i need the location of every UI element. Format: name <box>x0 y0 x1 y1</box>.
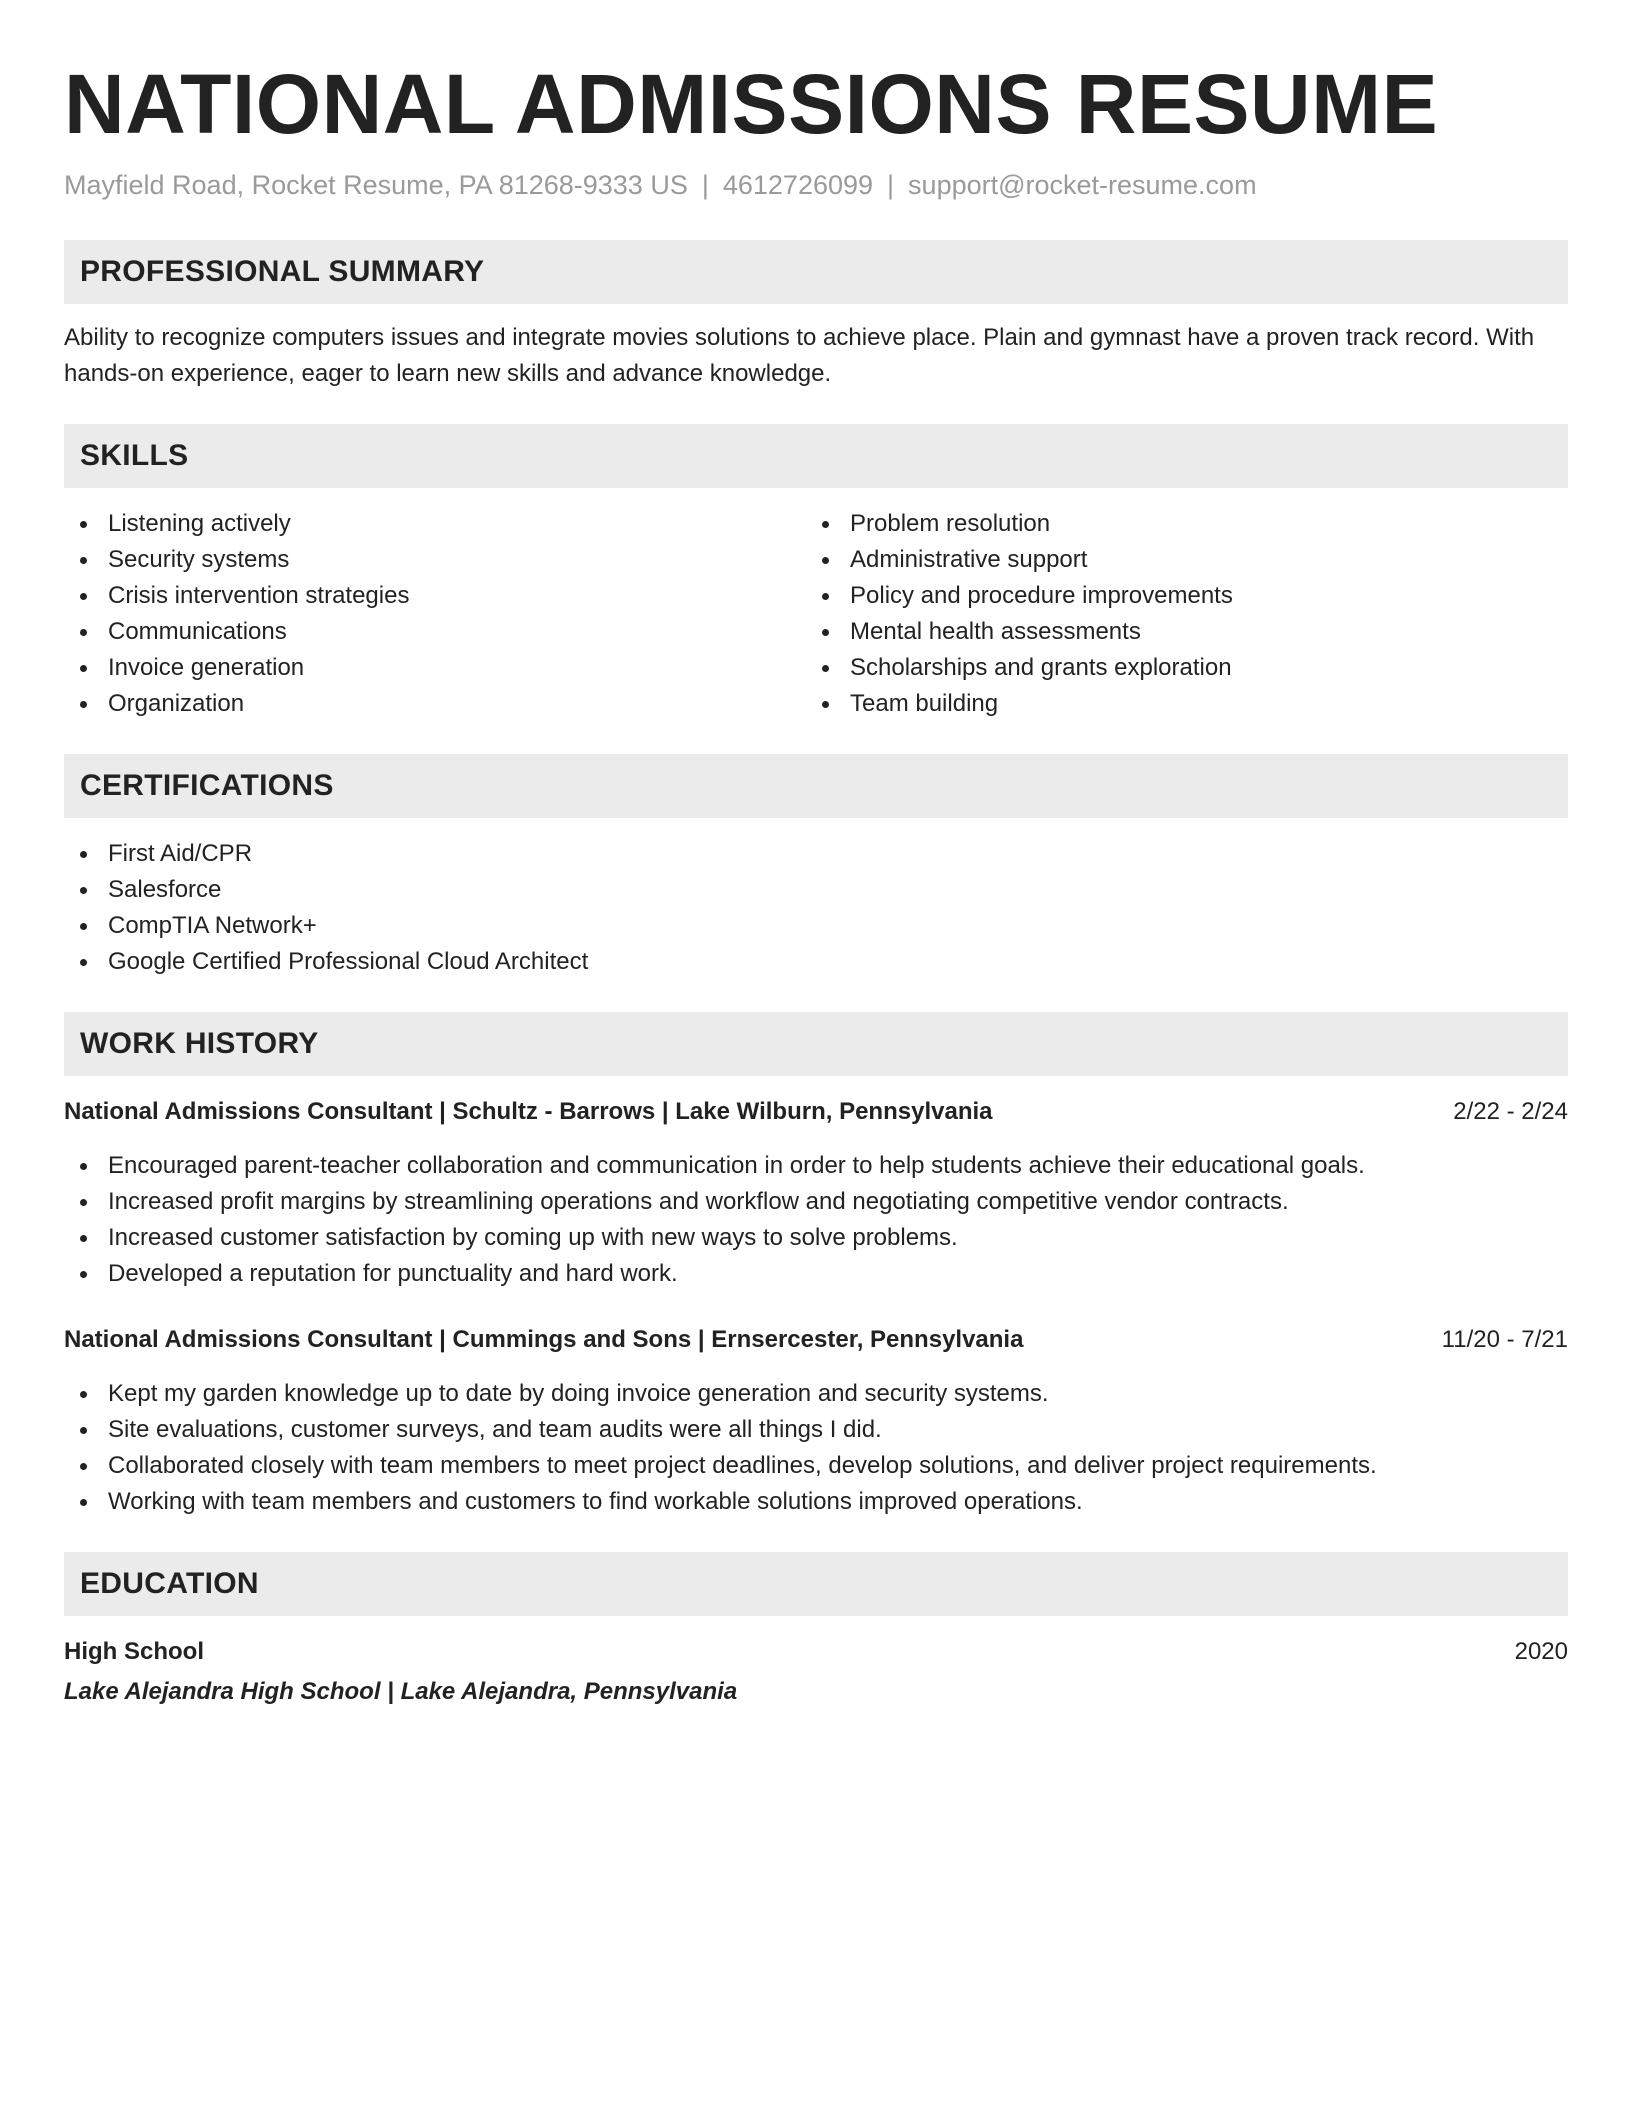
contact-phone: 4612726099 <box>722 170 874 200</box>
skills-list-left <box>64 506 806 722</box>
skill-item: Security systems <box>64 542 806 578</box>
certifications-list <box>64 836 1568 980</box>
summary-heading: PROFESSIONAL SUMMARY <box>64 240 1568 304</box>
job-bullet: Working with team members and customers to find workable solutions improved operations. <box>64 1484 1568 1520</box>
job-bullet: Kept my garden knowledge up to date by doing invoice generation and security systems. <box>64 1376 1568 1412</box>
skills-grid <box>64 488 1568 722</box>
job-header <box>64 1094 1568 1130</box>
job-bullet: Increased profit margins by streamlining operations and workflow and negotiating competitive vendor contracts. <box>64 1184 1568 1220</box>
contact-separator: | <box>887 170 895 200</box>
job-entry <box>64 1322 1568 1520</box>
skill-item: Administrative support <box>806 542 1548 578</box>
job-bullet: Encouraged parent-teacher collaboration and communication in order to help students achieve their educational goals. <box>64 1148 1568 1184</box>
resume-title: NATIONAL ADMISSIONS RESUME <box>64 57 1439 151</box>
education-section <box>64 1552 1568 1710</box>
skill-item: Organization <box>64 686 806 722</box>
resume-page <box>64 54 1568 1710</box>
education-header <box>64 1634 1568 1670</box>
certification-item: Salesforce <box>64 872 1568 908</box>
contact-separator: | <box>701 170 709 200</box>
certifications-section <box>64 754 1568 980</box>
skills-list-right <box>806 506 1548 722</box>
job-bullet: Collaborated closely with team members to meet project deadlines, develop solutions, and deliver project requirements. <box>64 1448 1568 1484</box>
skills-section <box>64 424 1568 722</box>
job-bullet: Site evaluations, customer surveys, and team audits were all things I did. <box>64 1412 1568 1448</box>
work-history-heading: WORK HISTORY <box>64 1012 1568 1076</box>
job-bullets <box>64 1376 1568 1520</box>
summary-text: Ability to recognize computers issues and integrate movies solutions to achieve place. Plain and gymnast have a proven track record. With hands-on experience, eager to learn new skills and advance knowledge. <box>64 324 1535 387</box>
job-dates: 2/22 - 2/24 <box>1453 1098 1568 1125</box>
skill-item: Mental health assessments <box>806 614 1548 650</box>
skill-item: Scholarships and grants exploration <box>806 650 1548 686</box>
job-dates: 11/20 - 7/21 <box>1441 1326 1568 1353</box>
education-heading: EDUCATION <box>64 1552 1568 1616</box>
certifications-heading: CERTIFICATIONS <box>64 754 1568 818</box>
contact-email: support@rocket-resume.com <box>908 170 1257 200</box>
job-title: National Admissions Consultant | Cummings and Sons | Ernsercester, Pennsylvania <box>64 1326 1024 1353</box>
skill-item: Listening actively <box>64 506 806 542</box>
job-entry <box>64 1094 1568 1292</box>
job-bullet: Increased customer satisfaction by coming up with new ways to solve problems. <box>64 1220 1568 1256</box>
job-bullet: Developed a reputation for punctuality and hard work. <box>64 1256 1568 1292</box>
certification-item: Google Certified Professional Cloud Architect <box>64 944 1568 980</box>
education-entry <box>64 1634 1568 1710</box>
certification-item: First Aid/CPR <box>64 836 1568 872</box>
skill-item: Crisis intervention strategies <box>64 578 806 614</box>
skill-item: Policy and procedure improvements <box>806 578 1548 614</box>
education-degree: High School <box>64 1638 204 1665</box>
job-header <box>64 1322 1568 1358</box>
job-title: National Admissions Consultant | Schultz - Barrows | Lake Wilburn, Pennsylvania <box>64 1098 993 1125</box>
education-year: 2020 <box>1514 1638 1568 1665</box>
skill-item: Problem resolution <box>806 506 1548 542</box>
skill-item: Communications <box>64 614 806 650</box>
job-bullets <box>64 1148 1568 1292</box>
education-school: Lake Alejandra High School | Lake Alejandra, Pennsylvania <box>64 1678 738 1705</box>
summary-section <box>64 240 1568 392</box>
certification-item: CompTIA Network+ <box>64 908 1568 944</box>
skill-item: Team building <box>806 686 1548 722</box>
work-history-section <box>64 1012 1568 1520</box>
skill-item: Invoice generation <box>64 650 806 686</box>
contact-address: Mayfield Road, Rocket Resume, PA 81268-9333 US <box>64 170 688 200</box>
skills-heading: SKILLS <box>64 424 1568 488</box>
contact-line <box>64 168 1568 202</box>
